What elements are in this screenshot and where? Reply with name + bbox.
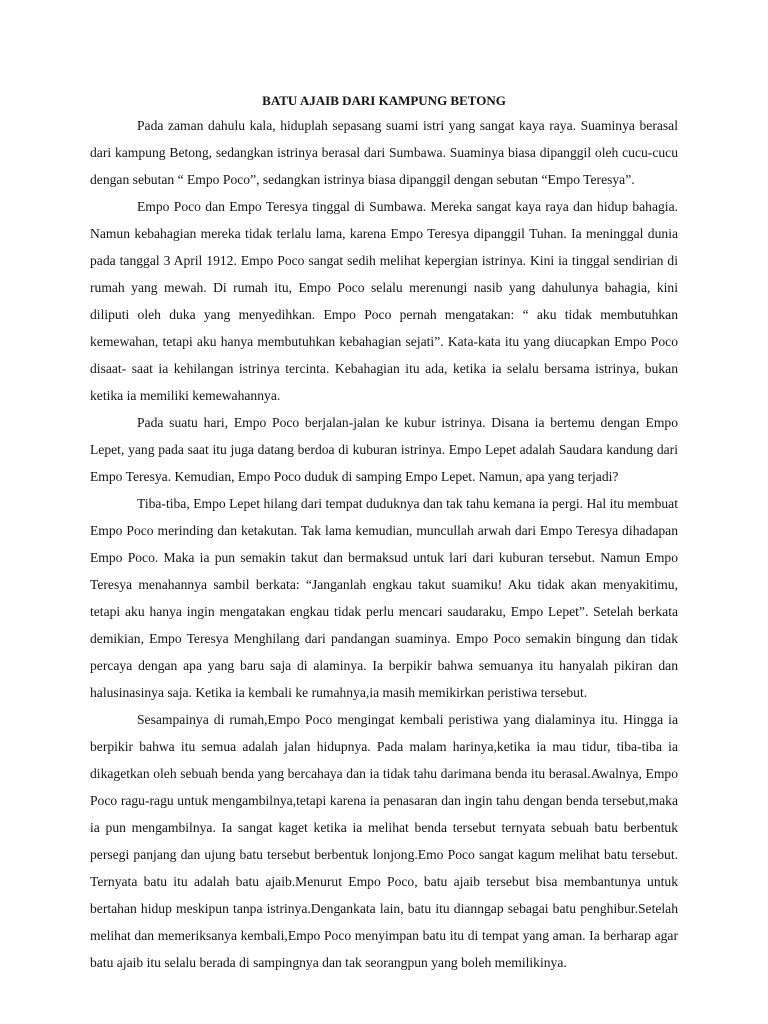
- paragraph-1: Pada zaman dahulu kala, hiduplah sepasang suami istri yang sangat kaya raya. Suaminya berasal dari kampung Betong, sedangkan istrinya berasal dari Sumbawa. Suaminya biasa dipanggil oleh cucu-cucu dengan sebutan “ Empo Poco”, sedangkan istrinya biasa dipanggil dengan sebutan “Empo Teresya”.: [90, 118, 678, 187]
- paragraph-2: Empo Poco dan Empo Teresya tinggal di Sumbawa. Mereka sangat kaya raya dan hidup bahagia. Namun kebahagian mereka tidak terlalu lama, karena Empo Teresya dipanggil Tuhan. Ia meninggal dunia pada tanggal 3 April 1912. Empo Poco sangat sedih melihat kepergian istrinya. Kini ia tinggal sendirian di rumah yang mewah. Di rumah itu, Empo Poco selalu merenungi nasib yang dahulunya bahagia, kini diliputi oleh duka yang menyedihkan. Empo Poco pernah mengatakan: “ aku tidak membutuhkan kemewahan, tetapi aku hanya membutuhkan kebahagian sejati”. Kata-kata itu yang diucapkan Empo Poco disaat- saat ia kehilangan istrinya tercinta. Kebahagian itu ada, ketika ia selalu bersama istrinya, bukan ketika ia memiliki kemewahannya.: [90, 199, 678, 403]
- document-page: [90, 92, 678, 976]
- paragraph-5: Sesampainya di rumah,Empo Poco mengingat kembali peristiwa yang dialaminya itu. Hingga ia berpikir bahwa itu semua adalah jalan hidupnya. Pada malam harinya,ketika ia mau tidur, tiba-tiba ia dikagetkan oleh sebuah benda yang bercahaya dan ia tidak tahu darimana benda itu berasal.Awalnya, Empo Poco ragu-ragu untuk mengambilnya,tetapi karena ia penasaran dan ingin tahu dengan benda tersebut,maka ia pun mengambilnya. Ia sangat kaget ketika ia melihat benda tersebut ternyata sebuah batu berbentuk persegi panjang dan ujung batu tersebut berbentuk lonjong.Emo Poco sangat kagum melihat batu tersebut. Ternyata batu itu adalah batu ajaib.Menurut Empo Poco, batu ajaib tersebut bisa membantunya untuk bertahan hidup meskipun tanpa istrinya.Dengankata lain, batu itu dianngap sebagai batu penghibur.Setelah melihat dan memeriksanya kembali,Empo Poco menyimpan batu itu di tempat yang aman. Ia berharap agar batu ajaib itu selalu berada di sampingnya dan tak seorangpun yang boleh memilikinya.: [90, 712, 678, 970]
- paragraph-4: Tiba-tiba, Empo Lepet hilang dari tempat duduknya dan tak tahu kemana ia pergi. Hal itu membuat Empo Poco merinding dan ketakutan. Tak lama kemudian, muncullah arwah dari Empo Teresya dihadapan Empo Poco. Maka ia pun semakin takut dan bermaksud untuk lari dari kuburan tersebut. Namun Empo Teresya menahannya sambil berkata: “Janganlah engkau takut suamiku! Aku tidak akan menyakitimu, tetapi aku hanya ingin mengatakan engkau tidak perlu mencari saudaraku, Empo Lepet”. Setelah berkata demikian, Empo Teresya Menghilang dari pandangan suaminya. Empo Poco semakin bingung dan tidak percaya dengan apa yang baru saja di alaminya. Ia berpikir bahwa semuanya itu hanyalah pikiran dan halusinasinya saja. Ketika ia kembali ke rumahnya,ia masih memikirkan peristiwa tersebut.: [90, 496, 678, 700]
- paragraph-3: Pada suatu hari, Empo Poco berjalan-jalan ke kubur istrinya. Disana ia bertemu dengan Empo Lepet, yang pada saat itu juga datang berdoa di kuburan istrinya. Empo Lepet adalah Saudara kandung dari Empo Teresya. Kemudian, Empo Poco duduk di samping Empo Lepet. Namun, apa yang terjadi?: [90, 415, 678, 484]
- document-title: BATU AJAIB DARI KAMPUNG BETONG: [262, 93, 506, 108]
